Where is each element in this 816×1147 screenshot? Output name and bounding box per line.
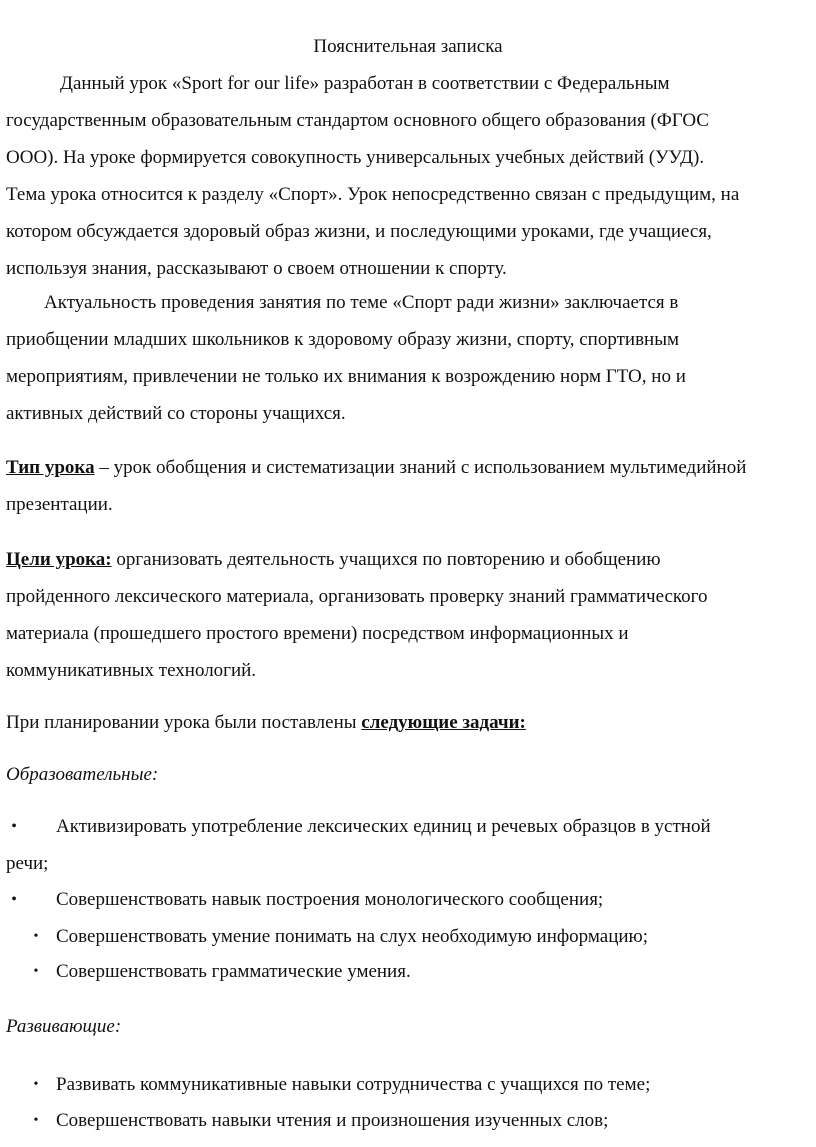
document-title: Пояснительная записка [313,36,503,57]
goals-label: Цели урока: [6,549,112,570]
bullet-icon: • [11,891,17,908]
intro-line-1: Данный урок «Sport for our life» разработан в соответствии с Федеральным [60,73,670,94]
goals-text: организовать деятельность учащихся по повторению и обобщению [111,549,661,570]
bullet-icon: • [11,818,17,835]
tasks-line [6,711,812,735]
educational-item-2: Совершенствовать навык построения монологического сообщения; [56,889,604,910]
bullet-icon: • [33,1113,39,1128]
tasks-intro: При планировании урока были поставлены [6,712,362,733]
educational-item-4: Совершенствовать грамматические умения. [56,961,411,982]
intro-line-2: государственным образовательным стандартом основного общего образования (ФГОС [6,110,709,131]
relevance-line-3: мероприятиям, привлечении не только их внимания к возрождению норм ГТО, но и [6,366,686,387]
developmental-item-2: Совершенствовать навыки чтения и произношения изученных слов; [56,1110,609,1131]
developmental-heading: Развивающие: [6,1016,122,1037]
developmental-item-1: Развивать коммуникативные навыки сотрудничества с учащихся по теме; [56,1074,651,1095]
intro-line-6: используя знания, рассказывают о своем отношении к спорту. [6,258,507,279]
relevance-line-1: Актуальность проведения занятия по теме «Спорт ради жизни» заключается в [44,292,679,313]
lesson-type-line-2: презентации. [6,494,113,515]
educational-item-1: Активизировать употребление лексических единиц и речевых образцов в устной [56,816,711,837]
intro-line-4: Тема урока относится к разделу «Спорт». Урок непосредственно связан с предыдущим, на [6,184,740,205]
lesson-type-label: Тип урока [6,457,95,478]
lesson-type-line-1 [6,456,812,480]
educational-heading: Образовательные: [6,764,159,785]
goals-line-4: коммуникативных технологий. [6,660,257,681]
bullet-icon: • [33,929,39,944]
goals-line-1 [6,548,812,572]
goals-line-3: материала (прошедшего простого времени) посредством информационных и [6,623,629,644]
intro-line-3: ООО). На уроке формируется совокупность универсальных учебных действий (УУД). [6,147,705,168]
intro-line-5: котором обсуждается здоровый образ жизни, и последующими уроками, где учащиеся, [6,221,712,242]
bullet-icon: • [33,1077,39,1092]
tasks-label: следующие задачи: [361,712,526,733]
educational-item-1-cont: речи; [6,853,49,874]
relevance-line-4: активных действий со стороны учащихся. [6,403,346,424]
bullet-icon: • [33,964,39,979]
educational-item-3: Совершенствовать умение понимать на слух необходимую информацию; [56,926,649,947]
lesson-type-text: – урок обобщения и систематизации знаний с использованием мультимедийной [94,457,747,478]
goals-line-2: пройденного лексического материала, организовать проверку знаний грамматического [6,586,708,607]
relevance-line-2: приобщении младших школьников к здоровому образу жизни, спорту, спортивным [6,329,679,350]
